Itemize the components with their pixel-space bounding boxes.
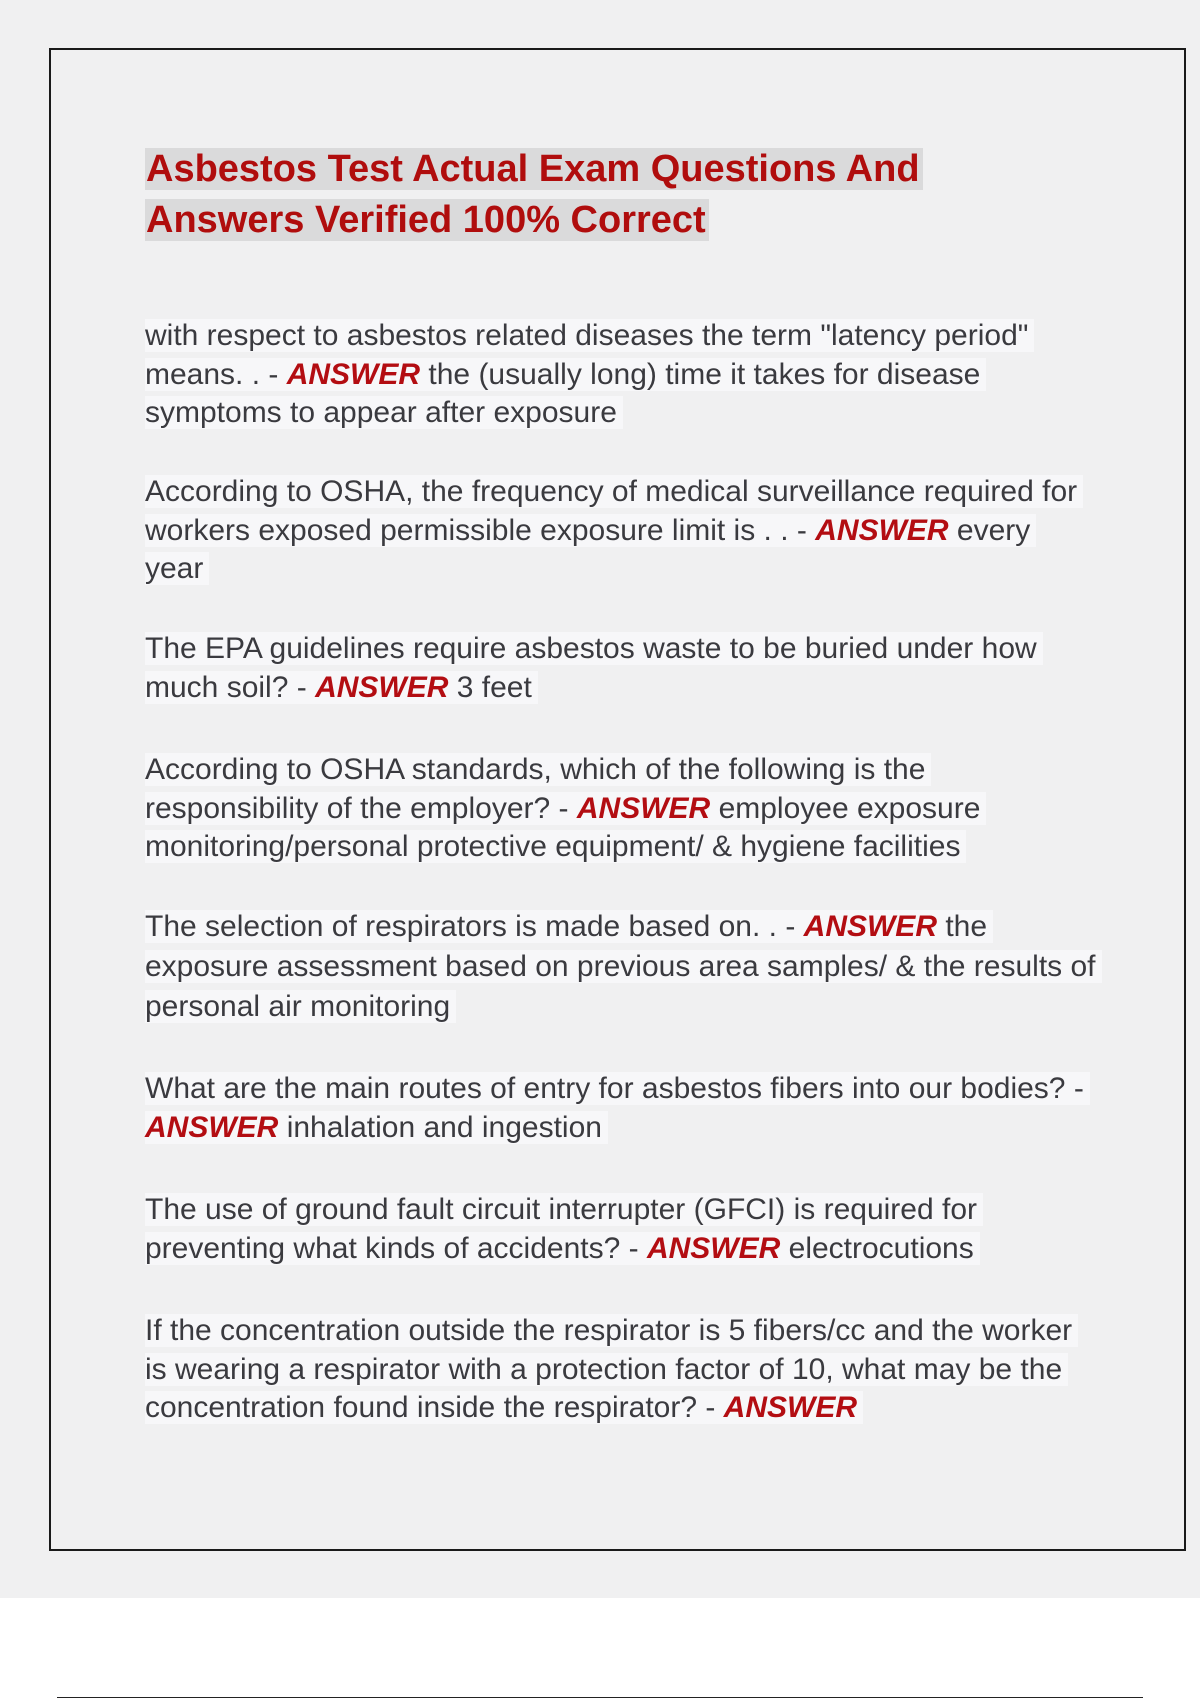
qa-item (145, 751, 1100, 867)
qa-item (145, 907, 1100, 1027)
question-text: If the concentration outside the respirator is 5 fibers/cc and the worker is wearing a respirator with a protection factor of 10, what may be the concentration found inside the respirator? - (145, 1314, 1073, 1424)
qa-item (145, 630, 1100, 707)
answer-text: electrocutions (788, 1231, 974, 1265)
answer-text: the (usually long) time it takes for disease symptoms to appear after exposure (145, 357, 981, 429)
answer-label: ANSWER (803, 910, 937, 943)
answer-label: ANSWER (815, 513, 949, 547)
answer-label: ANSWER (723, 1391, 858, 1424)
footer-divider (57, 1697, 1143, 1698)
question-text: with respect to asbestos related diseases the term "latency period" means. . - (145, 319, 1029, 391)
qa-item (145, 1191, 1100, 1268)
question-text: The selection of respirators is made based on. . - (145, 910, 804, 943)
question-text: According to OSHA standards, which of the following is the responsibility of the employer? - (145, 753, 926, 825)
answer-text: the exposure assessment based on previous area samples/ & the results of personal air monitoring (145, 910, 1096, 1023)
question-text: What are the main routes of entry for asbestos fibers into our bodies? - (145, 1072, 1084, 1105)
answer-label: ANSWER (145, 1110, 279, 1144)
question-text: The use of ground fault circuit interrupter (GFCI) is required for preventing what kinds of accidents? - (145, 1193, 978, 1265)
qa-item (145, 317, 1100, 433)
answer-label: ANSWER (286, 357, 421, 391)
qa-item (145, 1312, 1100, 1428)
question-text: According to OSHA, the frequency of medical surveillance required for workers exposed permissible exposure limit is . . - (145, 475, 1078, 547)
answer-text: 3 feet (456, 670, 532, 704)
answer-text: employee exposure monitoring/personal protective equipment/ & hygiene facilities (145, 791, 981, 863)
answer-label: ANSWER (646, 1231, 781, 1265)
answer-text: inhalation and ingestion (286, 1110, 602, 1144)
document-title-text: Asbestos Test Actual Exam Questions And Answers Verified 100% Correct (145, 148, 923, 241)
question-text: The EPA guidelines require asbestos waste to be buried under how much soil? - (145, 632, 1037, 704)
answer-text: every year (145, 513, 1031, 585)
answer-label: ANSWER (576, 791, 711, 825)
document-title (145, 144, 1005, 246)
qa-item (145, 1070, 1100, 1147)
answer-label: ANSWER (315, 670, 449, 704)
qa-item (145, 473, 1100, 589)
